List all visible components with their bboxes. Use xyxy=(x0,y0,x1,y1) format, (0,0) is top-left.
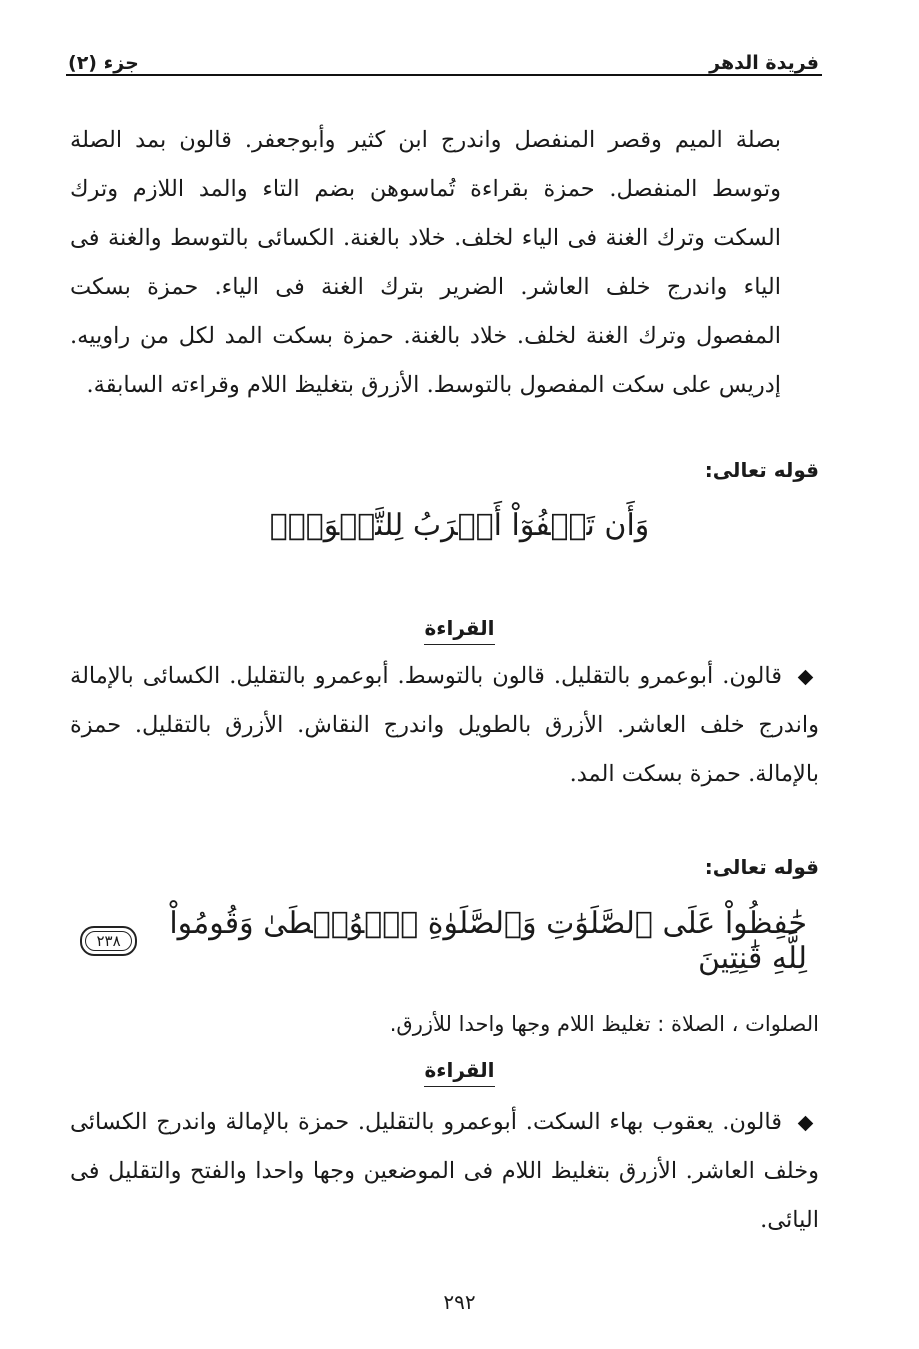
reading-title-text: القراءة xyxy=(424,616,494,645)
section2-note: الصلوات ، الصلاة : تغليظ اللام وجها واحدا للأزرق. xyxy=(389,1012,819,1036)
section2-verse-line xyxy=(80,906,807,976)
book-title: فريدة الدهر xyxy=(709,52,819,74)
ayah-number-marker xyxy=(80,926,137,956)
section2-verse: حَٰفِظُواْ عَلَى ٱلصَّلَوَٰتِ وَٱلصَّلَوٰةِ ٱلۡوُسۡطَىٰ وَقُومُواْ لِلَّهِ قَٰنِتِينَ xyxy=(169,906,807,976)
section1-reading-title xyxy=(0,616,919,645)
section2-reading-title xyxy=(0,1058,919,1087)
section2-heading: قوله تعالى: xyxy=(704,855,819,879)
section2-reading xyxy=(70,1098,819,1245)
part-label: جزء (٢) xyxy=(68,52,139,74)
section1-reading xyxy=(70,652,819,799)
page-number: ٢٩٢ xyxy=(443,1290,476,1314)
section1-verse: وَأَن تَعۡفُوٓاْ أَقۡرَبُ لِلتَّقۡوَىٰۚ xyxy=(269,508,650,543)
bullet-diamond-icon xyxy=(798,1115,814,1131)
running-header xyxy=(68,40,819,74)
section2-reading-text: قالون. يعقوب بهاء السكت. أبوعمرو بالتقليل. حمزة بالإمالة واندرج الكسائى وخلف العاشر. الأزرق بتغليظ اللام فى الموضعين وجها واحدا والفتح والتقليل فى اليائى. xyxy=(70,1109,819,1233)
intro-paragraph: بصلة الميم وقصر المنفصل واندرج ابن كثير وأبوجعفر. قالون بمد الصلة وتوسط المنفصل. حمزة بقراءة تُماسوهن بضم التاء والمد اللازم وترك السكت وترك الغنة فى الياء لخلف. خلاد بالغنة. الكسائى بالتوسط والغنة فى الياء واندرج خلف العاشر. الضرير بترك الغنة فى الياء. حمزة بسكت المفصول وترك الغنة لخلف. خلاد بالغنة. حمزة بسكت المد لكل من راوييه. إدريس على سكت المفصول بالتوسط. الأزرق بتغليظ اللام وقراءته السابقة. xyxy=(70,127,781,398)
reading-title-text: القراءة xyxy=(424,1058,494,1087)
section1-heading: قوله تعالى: xyxy=(704,458,819,482)
section1-reading-text: قالون. أبوعمرو بالتقليل. قالون بالتوسط. أبوعمرو بالتقليل. الكسائى بالإمالة واندرج خلف العاشر. الأزرق بالطويل واندرج النقاش. الأزرق بالتقليل. حمزة بالإمالة. حمزة بسكت المد. xyxy=(70,663,819,787)
bullet-diamond-icon xyxy=(798,669,814,685)
ayah-number: ٢٣٨ xyxy=(96,932,121,950)
header-rule xyxy=(66,74,822,76)
